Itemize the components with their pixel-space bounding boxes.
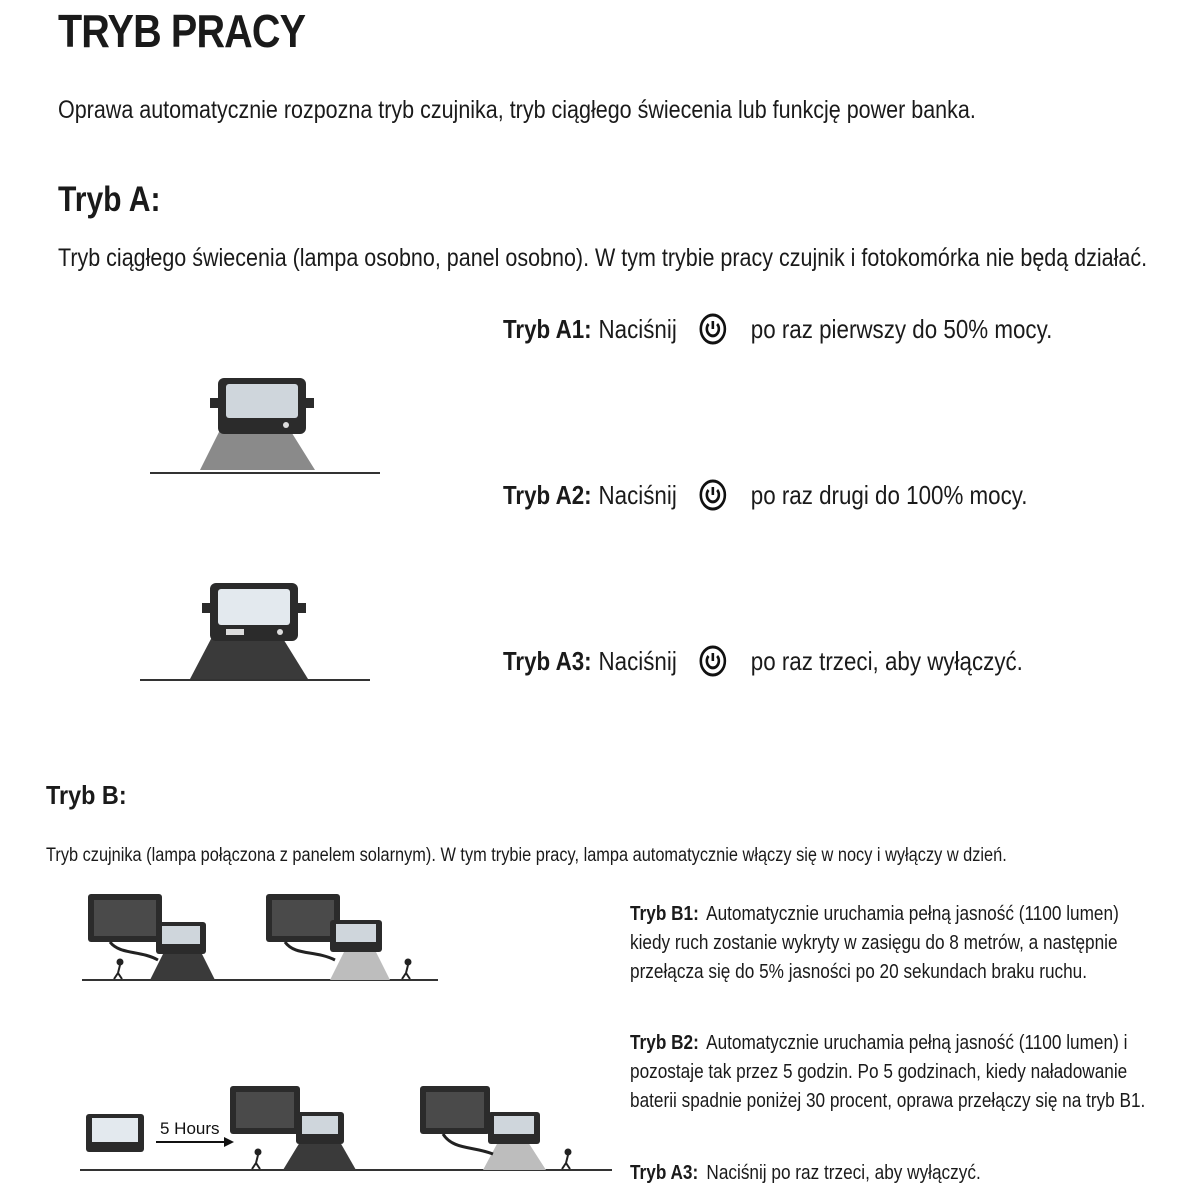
person-icon bbox=[402, 960, 411, 980]
sensor-illustration-b1 bbox=[80, 890, 450, 985]
mode-b3-block bbox=[630, 1159, 1146, 1188]
mode-a3-result: po raz trzeci, aby wyłączyć. bbox=[750, 645, 1023, 676]
mode-a2-line bbox=[503, 479, 1028, 511]
page-title: TRYB PRACY bbox=[58, 5, 306, 57]
light-beam bbox=[150, 950, 215, 980]
light-beam bbox=[200, 430, 315, 470]
light-beam bbox=[483, 1142, 546, 1170]
lamp-illustration-a2 bbox=[130, 575, 380, 687]
power-button-icon bbox=[699, 313, 727, 345]
led-panel bbox=[226, 384, 298, 418]
mode-b-description: Tryb czujnika (lampa połączona z panelem solarnym). W tym trybie pracy, lampa automatycznie włączy się w nocy i wyłączy w dzień. bbox=[46, 845, 1007, 866]
mode-a1-label: Tryb A1: bbox=[503, 313, 592, 344]
person-icon bbox=[114, 960, 123, 980]
mode-a2-action: Naciśnij bbox=[598, 479, 677, 510]
mode-b2-block bbox=[630, 1029, 1146, 1116]
power-button-icon bbox=[699, 479, 727, 511]
power-button-icon bbox=[699, 645, 727, 677]
mode-a1-line bbox=[503, 313, 1052, 345]
mode-b1-block bbox=[630, 900, 1146, 987]
mode-b2-text: Automatycznie uruchamia pełną jasność (1100 lumen) i pozostaje tak przez 5 godzin. Po 5 godzinach, kiedy naładowanie baterii spadnie poniżej 30 procent, oprawa przełączy się na tryb B1. bbox=[630, 1032, 1146, 1112]
light-beam bbox=[190, 637, 308, 679]
intro-text: Oprawa automatycznie rozpozna tryb czujnika, tryb ciągłego świecenia lub funkcję power banka. bbox=[58, 96, 976, 124]
mode-a3-action: Naciśnij bbox=[598, 645, 677, 676]
light-beam bbox=[330, 950, 390, 980]
person-icon bbox=[562, 1150, 571, 1170]
mode-b3-label: Tryb A3: bbox=[630, 1162, 699, 1184]
mode-b1-label: Tryb B1: bbox=[630, 903, 699, 925]
mode-a-heading: Tryb A: bbox=[58, 180, 161, 219]
person-icon bbox=[252, 1150, 261, 1170]
lamp-illustration-a1 bbox=[140, 370, 390, 480]
mode-a-description: Tryb ciągłego świecenia (lampa osobno, panel osobno). W tym trybie pracy czujnik i fotokomórka nie będą działać. bbox=[58, 244, 1148, 272]
mode-a2-result: po raz drugi do 100% mocy. bbox=[750, 479, 1028, 510]
led-panel bbox=[218, 589, 290, 625]
timer-label: 5 Hours bbox=[160, 1119, 220, 1138]
mode-a3-line bbox=[503, 645, 1023, 677]
mode-b1-text: Automatycznie uruchamia pełną jasność (1100 lumen) kiedy ruch zostanie wykryty w zasięgu do 8 metrów, a następnie przełącza się do 5% jasności po 20 sekundach braku ruchu. bbox=[630, 903, 1119, 983]
light-beam bbox=[283, 1142, 356, 1170]
mode-a3-label: Tryb A3: bbox=[503, 645, 592, 676]
sensor-illustration-b2 bbox=[78, 1080, 618, 1176]
mode-b3-text: Naciśnij po raz trzeci, aby wyłączyć. bbox=[706, 1162, 981, 1184]
mode-a2-label: Tryb A2: bbox=[503, 479, 592, 510]
mode-b-heading: Tryb B: bbox=[46, 780, 127, 810]
mode-a1-action: Naciśnij bbox=[598, 313, 677, 344]
mode-a1-result: po raz pierwszy do 50% mocy. bbox=[750, 313, 1053, 344]
mode-b2-label: Tryb B2: bbox=[630, 1032, 699, 1054]
